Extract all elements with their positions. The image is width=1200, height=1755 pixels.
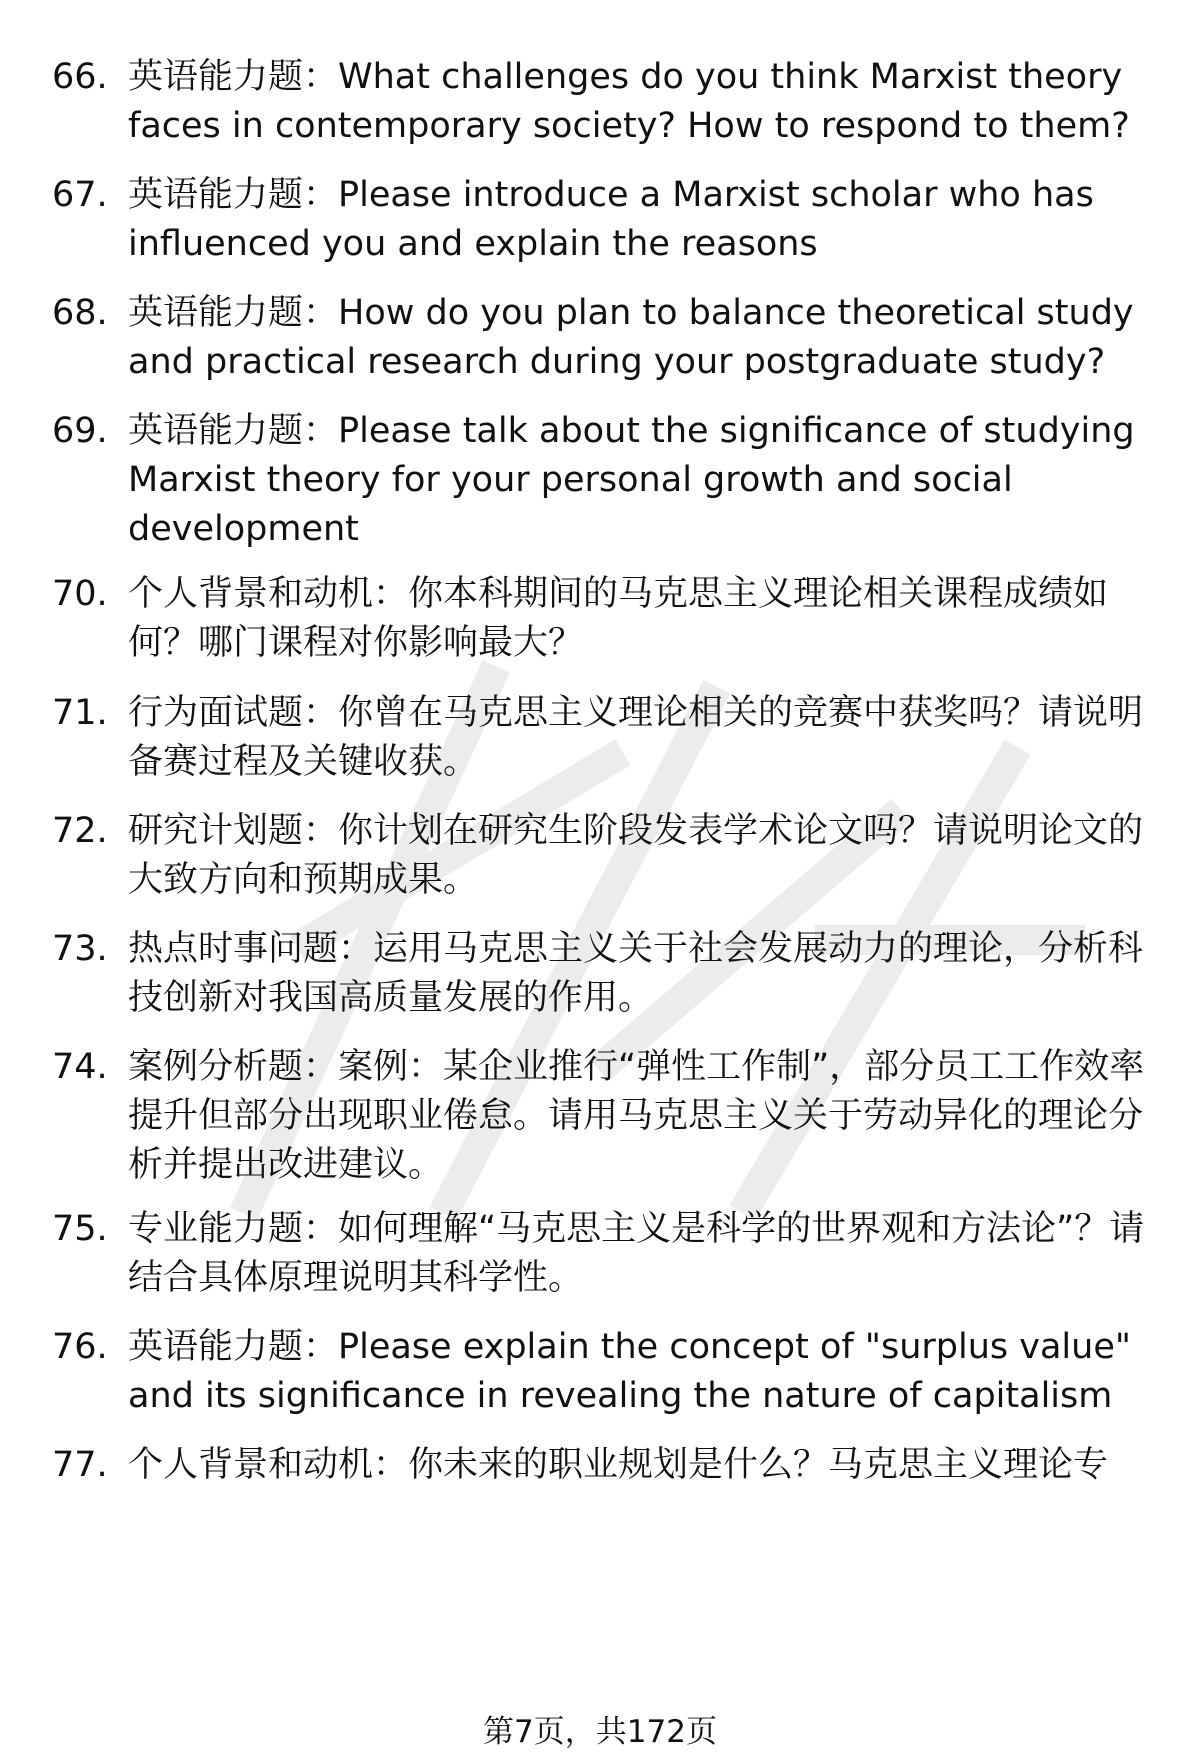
question-number: 77. (52, 1445, 108, 1485)
question-text: 专业能力题：如何理解“马克思主义是科学的世界观和方法论”？请结合具体原理说明其科学性。 (128, 1209, 1145, 1298)
question-number: 75. (52, 1209, 108, 1249)
question-number: 66. (52, 57, 108, 97)
question-number: 68. (52, 293, 108, 333)
question-item (52, 570, 1162, 668)
question-text: 英语能力题：Please talk about the significance of studying Marxist theory for your personal growth and social development (128, 411, 1135, 549)
question-item (52, 1323, 1162, 1421)
question-number: 74. (52, 1047, 108, 1087)
question-text: 研究计划题：你计划在研究生阶段发表学术论文吗？请说明论文的大致方向和预期成果。 (128, 811, 1144, 900)
question-text: 行为面试题：你曾在马克思主义理论相关的竞赛中获奖吗？请说明备赛过程及关键收获。 (128, 693, 1144, 782)
question-number: 76. (52, 1327, 108, 1367)
question-item (52, 1441, 1162, 1490)
question-item (52, 689, 1162, 787)
question-item (52, 1043, 1162, 1190)
question-text: 个人背景和动机：你未来的职业规划是什么？马克思主义理论专 (128, 1445, 1109, 1485)
question-text: 个人背景和动机：你本科期间的马克思主义理论相关课程成绩如何？哪门课程对你影响最大？ (128, 574, 1109, 663)
question-text: 案例分析题：案例：某企业推行“弹性工作制”，部分员工工作效率提升但部分出现职业倦怠。请用马克思主义关于劳动异化的理论分析并提出改进建议。 (128, 1047, 1145, 1185)
question-item (52, 807, 1162, 905)
question-item (52, 925, 1162, 1023)
question-item (52, 1205, 1162, 1303)
page-number: 第7页，共172页 (483, 1714, 717, 1750)
question-item (52, 53, 1162, 151)
question-text: 热点时事问题：运用马克思主义关于社会发展动力的理论，分析科技创新对我国高质量发展的作用。 (128, 929, 1144, 1018)
question-text: 英语能力题：Please explain the concept of "surplus value" and its significance in revealing the nature of capitalism (128, 1327, 1131, 1416)
question-item (52, 289, 1162, 387)
question-number: 72. (52, 811, 108, 851)
question-text: 英语能力题：Please introduce a Marxist scholar who has influenced you and explain the reasons (128, 175, 1094, 264)
question-number: 69. (52, 411, 108, 451)
question-text: 英语能力题：How do you plan to balance theoretical study and practical research during your postgraduate study? (128, 293, 1134, 382)
question-text: 英语能力题：What challenges do you think Marxist theory faces in contemporary society? How to respond to them? (128, 57, 1130, 146)
question-item (52, 171, 1162, 269)
question-item (52, 407, 1162, 554)
question-number: 70. (52, 574, 108, 614)
question-number: 67. (52, 175, 108, 215)
question-number: 71. (52, 693, 108, 733)
question-number: 73. (52, 929, 108, 969)
